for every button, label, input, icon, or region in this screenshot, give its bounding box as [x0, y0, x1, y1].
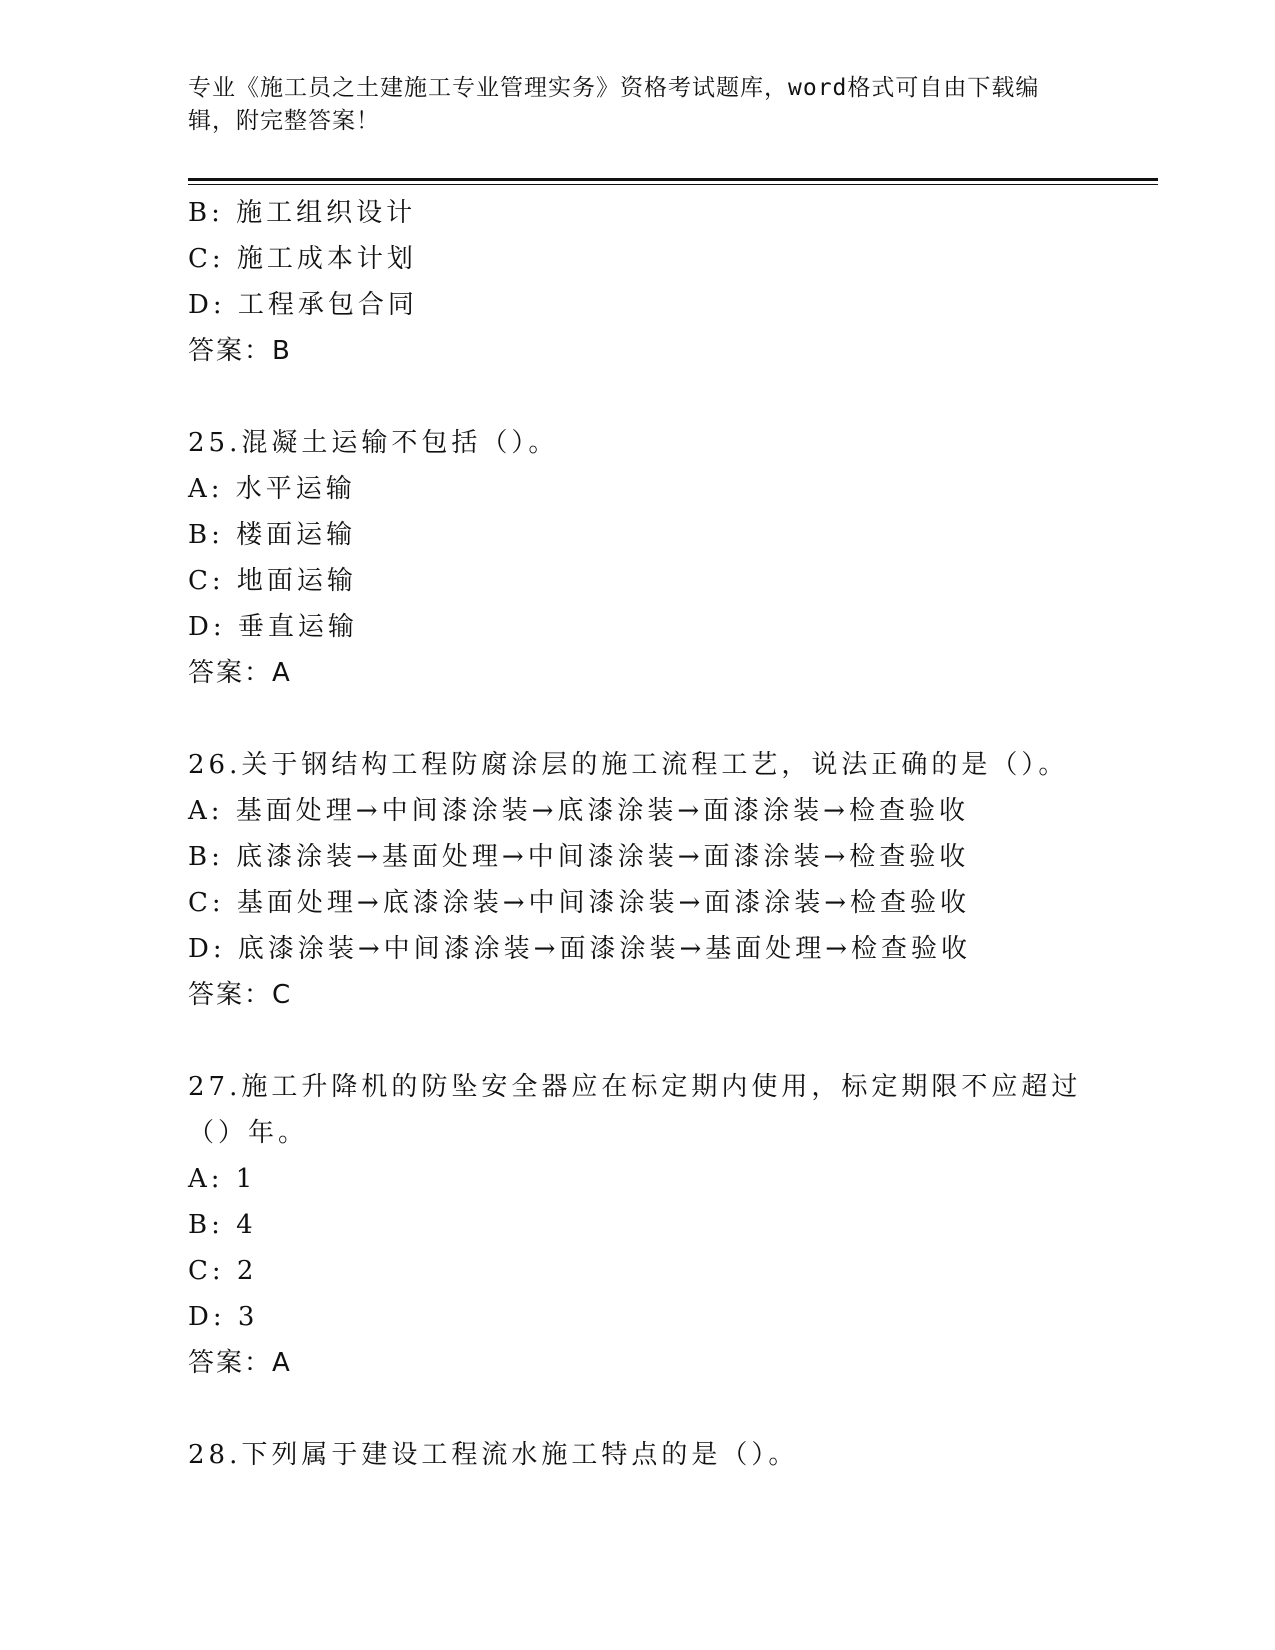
option-b: B: 底漆涂装→基面处理→中间漆涂装→面漆涂装→检查验收 [188, 842, 970, 872]
question-24 [188, 190, 1088, 374]
option-d: D: 底漆涂装→中间漆涂装→面漆涂装→基面处理→检查验收 [188, 934, 972, 964]
header-rule-thin [188, 184, 1158, 185]
option-c: C: 地面运输 [188, 566, 357, 596]
question-text: 26.关于钢结构工程防腐涂层的施工流程工艺，说法正确的是（）。 [188, 750, 1069, 780]
option-b: B: 楼面运输 [188, 520, 357, 550]
option-d: D: 垂直运输 [188, 612, 358, 642]
option-d: D: 工程承包合同 [188, 290, 418, 320]
document-header: 专业《施工员之土建施工专业管理实务》资格考试题库，word格式可自由下载编辑，附完整答案！ [188, 75, 1040, 134]
answer: 答案：A [188, 1348, 292, 1378]
option-b: B: 施工组织设计 [188, 198, 417, 228]
option-a: A: 基面处理→中间漆涂装→底漆涂装→面漆涂装→检查验收 [188, 796, 969, 826]
question-26 [188, 742, 1088, 1018]
option-a: A: 水平运输 [188, 474, 356, 504]
question-list [188, 190, 1088, 1478]
option-d: D: 3 [188, 1302, 259, 1332]
option-c: C: 施工成本计划 [188, 244, 417, 274]
option-a: A: 1 [188, 1164, 257, 1194]
option-c: C: 2 [188, 1256, 258, 1286]
answer: 答案：C [188, 980, 293, 1010]
spacer [188, 696, 1088, 742]
question-text: 27.施工升降机的防坠安全器应在标定期内使用，标定期限不应超过（）年。 [188, 1072, 1082, 1148]
answer: 答案：A [188, 658, 292, 688]
question-27 [188, 1064, 1088, 1386]
answer: 答案：B [188, 336, 292, 366]
option-b: B: 4 [188, 1210, 257, 1240]
question-25 [188, 420, 1088, 696]
header-rule-thick [188, 178, 1158, 181]
question-text: 28.下列属于建设工程流水施工特点的是（）。 [188, 1440, 799, 1470]
option-c: C: 基面处理→底漆涂装→中间漆涂装→面漆涂装→检查验收 [188, 888, 971, 918]
spacer [188, 1018, 1088, 1064]
question-text: 25.混凝土运输不包括（）。 [188, 428, 559, 458]
question-28 [188, 1432, 1088, 1478]
spacer [188, 374, 1088, 420]
spacer [188, 1386, 1088, 1432]
